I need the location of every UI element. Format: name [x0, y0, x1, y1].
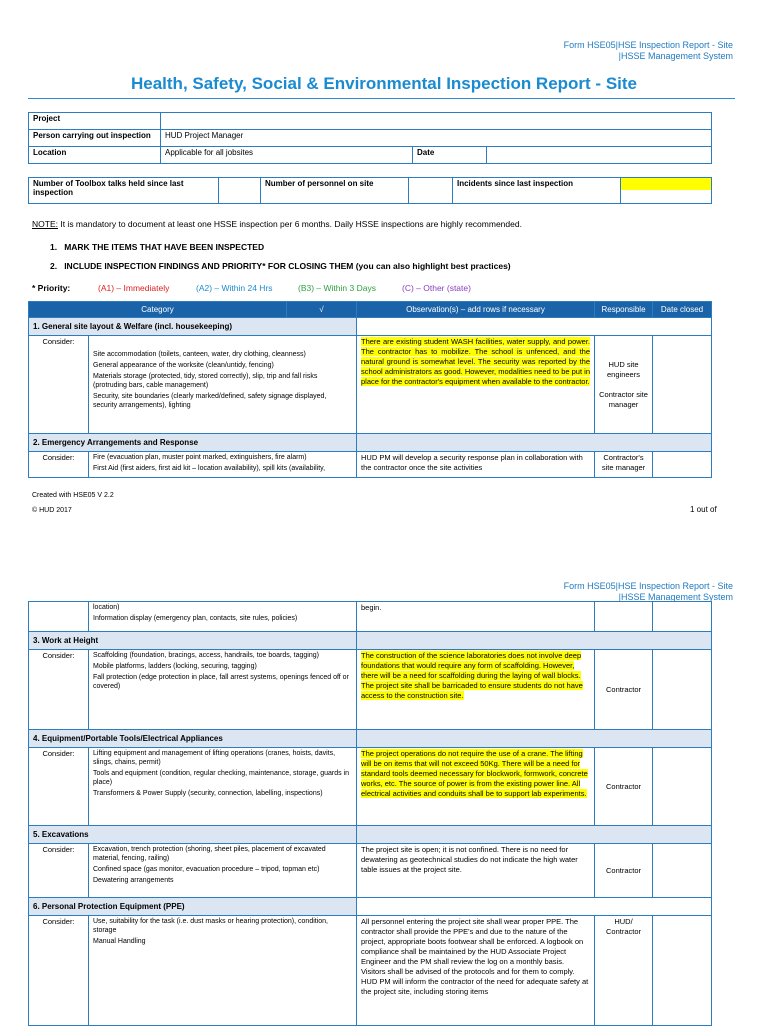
cont-items[interactable] [89, 602, 357, 632]
form-reference-page2 [564, 581, 733, 603]
section-4-observation[interactable] [357, 748, 595, 826]
section-6-responsible[interactable]: HUD/ Contractor [595, 916, 653, 1026]
section-1-items[interactable] [89, 336, 357, 434]
page-title: Health, Safety, Social & Environmental Inspection Report - Site [130, 74, 637, 93]
section-3-responsible[interactable]: Contractor [595, 650, 653, 730]
section-6-items[interactable] [89, 916, 357, 1026]
form-reference [564, 40, 733, 62]
section-4-observation-text: The project operations do not require the use of a crane. The lifting will be on items that will not exceed 50Kg. There will be a need for standard tools deemed necessary for blockwork, formwork, concrete works, etc. The source of power is from the existing power line. All electrical activities and conduits shall be to support lab experiments. [361, 749, 588, 798]
incidents-highlight [621, 178, 711, 190]
section-3-blank [357, 632, 712, 650]
section-6-blank [357, 898, 712, 916]
section-4-blank [357, 730, 712, 748]
instruction-1-text: MARK THE ITEMS THAT HAVE BEEN INSPECTED [64, 242, 265, 252]
section-1-item: Security, site boundaries (clearly marked/defined, safety signage displayed, security arrangements), lighting [93, 393, 327, 409]
counts-table [28, 177, 712, 204]
header-category: Category [29, 302, 287, 318]
incidents-field[interactable] [621, 178, 712, 204]
personnel-label: Number of personnel on site [261, 178, 409, 204]
priority-a2: (A2) – Within 24 Hrs [196, 283, 273, 293]
section-1-observation[interactable] [357, 336, 595, 434]
form-reference-line1: Form HSE05|HSE Inspection Report - Site [563, 581, 733, 591]
person-label: Person carrying out inspection [29, 130, 161, 147]
date-label: Date [413, 147, 487, 164]
header-check: √ [287, 302, 357, 318]
personnel-field[interactable] [409, 178, 453, 204]
footer-copyright: © HUD 2017 [32, 507, 72, 514]
section-6-observation-text-2: HUD PM will inform the contractor of the need for adequate safety at the project site, including storing items [361, 977, 589, 996]
cont-item: Information display (emergency plan, contacts, site rules, policies) [93, 615, 298, 622]
section-2-title: 2. Emergency Arrangements and Response [29, 434, 357, 452]
section-6-title: 6. Personal Protection Equipment (PPE) [29, 898, 357, 916]
consider-label: Consider: [29, 650, 89, 730]
section-3-date-closed[interactable] [653, 650, 712, 730]
title-rule [28, 98, 735, 99]
toolbox-field[interactable] [219, 178, 261, 204]
person-field[interactable]: HUD Project Manager [161, 130, 712, 147]
project-field[interactable] [161, 113, 712, 130]
form-reference-line2: |HSSE Management System [618, 51, 733, 61]
priority-c: (C) – Other (state) [402, 283, 471, 293]
consider-label: Consider: [29, 452, 89, 478]
instruction-1-number: 1. [50, 242, 58, 252]
header-observation: Observation(s) – add rows if necessary [357, 302, 595, 318]
section-3-item: Fall protection (edge protection in place, fall arrest systems, openings fenced off or covered) [93, 674, 349, 690]
date-field[interactable] [487, 147, 712, 164]
cont-observation[interactable]: begin. [357, 602, 595, 632]
section-1-item: Materials storage (protected, tidy, stored correctly), slip, trip and fall risks (protruding bars, cable management) [93, 373, 318, 389]
section-2-item: First Aid (first aiders, first aid kit – location availability), spill kits (availability, [93, 465, 326, 472]
section-1-item: Site accommodation (toilets, canteen, water, dry clothing, cleanness) [93, 351, 306, 358]
cont-date-closed[interactable] [653, 602, 712, 632]
project-info-table [28, 112, 712, 164]
form-reference-line1: Form HSE05|HSE Inspection Report - Site [563, 40, 733, 50]
consider-label: Consider: [29, 336, 89, 434]
section-3-observation-text: The construction of the science laboratories does not involve deep foundations that would require any form of scaffolding. However, there will be a need for scaffolding during the laying of wall blocks. The project site shall be barricaded to ensure students do not have access to the construction site. [361, 651, 583, 700]
section-2-item: Fire (evacuation plan, muster point marked, extinguishers, fire alarm) [93, 454, 307, 461]
incidents-label: Incidents since last inspection [453, 178, 621, 204]
section-4-title: 4. Equipment/Portable Tools/Electrical Appliances [29, 730, 357, 748]
section-5-date-closed[interactable] [653, 844, 712, 898]
section-1-responsible-1: HUD site engineers [607, 359, 640, 379]
section-4-responsible[interactable]: Contractor [595, 748, 653, 826]
section-1-title: 1. General site layout & Welfare (incl. housekeeping) [29, 318, 357, 336]
section-2-observation[interactable]: HUD PM will develop a security response plan in collaboration with the contractor once the site activities [357, 452, 595, 478]
instruction-2-text: INCLUDE INSPECTION FINDINGS AND PRIORITY* FOR CLOSING THEM (you can also highlight best practices) [64, 261, 511, 271]
note-body: It is mandatory to document at least one HSSE inspection per 6 months. Daily HSSE inspections are highly recommended. [57, 219, 522, 229]
priority-label: * Priority: [32, 283, 71, 293]
section-1-responsible-2: Contractor site manager [599, 389, 648, 409]
section-4-item: Lifting equipment and management of lifting operations (cranes, hoists, davits, slings, chains, permit) [93, 750, 336, 766]
section-5-item: Confined space (gas monitor, evacuation procedure – tripod, topman etc) [93, 866, 320, 873]
toolbox-label: Number of Toolbox talks held since last inspection [29, 178, 219, 204]
header-date-closed: Date closed [653, 302, 712, 318]
section-4-date-closed[interactable] [653, 748, 712, 826]
section-5-title: 5. Excavations [29, 826, 357, 844]
location-field[interactable]: Applicable for all jobsites [161, 147, 413, 164]
consider-label: Consider: [29, 916, 89, 1026]
section-5-item: Excavation, trench protection (shoring, sheet piles, placement of excavated material, fencing, railing) [93, 846, 326, 862]
section-3-item: Scaffolding (foundation, bracings, access, handrails, toe boards, tagging) [93, 652, 319, 659]
section-6-observation-text-1: All personnel entering the project site shall wear proper PPE. The contractor shall provide the PPE's and due to the nature of the project, appropriate boots footwear shall be enforced. A logbook on compliance shall be maintained by the HUD Associate Project Engineer and the PM shall review the log on a monthly basis. Visitors shall be advised of the protocols and for them to comply. [361, 917, 584, 976]
priority-a1: (A1) – Immediately [98, 283, 170, 293]
consider-label: Consider: [29, 748, 89, 826]
section-1-blank [357, 318, 712, 336]
cont-item: location) [93, 604, 120, 611]
section-2-blank [357, 434, 712, 452]
section-1-item: General appearance of the worksite (clean/untidy, fencing) [93, 362, 274, 369]
section-5-items[interactable] [89, 844, 357, 898]
header-responsible: Responsible [595, 302, 653, 318]
section-1-responsible[interactable] [595, 336, 653, 434]
section-5-blank [357, 826, 712, 844]
form-reference-line2: |HSSE Management System [618, 592, 733, 602]
section-2-responsible[interactable]: Contractor's site manager [595, 452, 653, 478]
footer-page-number: 1 out of [690, 505, 717, 514]
section-1-observation-text: There are existing student WASH facilities, water supply, and power. The contractor has to mobilize. The school is unfenced, and the natural ground is somewhat level. The security was reported by the school administrators as good. However, modalities need to be put in place for the contractor's equipment when available to the contractor. [361, 337, 590, 386]
section-1-date-closed[interactable] [653, 336, 712, 434]
footer-created: Created with HSE05 V 2.2 [32, 492, 114, 499]
section-4-items[interactable] [89, 748, 357, 826]
section-2-date-closed[interactable] [653, 452, 712, 478]
priority-b3: (B3) – Within 3 Days [298, 283, 376, 293]
section-2-items[interactable] [89, 452, 357, 478]
consider-label: Consider: [29, 844, 89, 898]
section-3-items[interactable] [89, 650, 357, 730]
section-4-item: Transformers & Power Supply (security, connection, labelling, inspections) [93, 790, 323, 797]
section-5-observation[interactable]: The project site is open; it is not confined. There is no need for dewatering as geotechnical studies do not indicate the high water table issues at the project site. [357, 844, 595, 898]
instruction-2-number: 2. [50, 261, 58, 271]
section-6-observation[interactable] [357, 916, 595, 1026]
section-4-item: Tools and equipment (condition, regular checking, maintenance, storage, guards in place) [93, 770, 350, 786]
section-6-item: Manual Handling [93, 938, 146, 945]
section-6-item: Use, suitability for the task (i.e. dust masks or hearing protection), condition, storage [93, 918, 328, 934]
instruction-2 [50, 261, 511, 271]
section-5-responsible[interactable]: Contractor [595, 844, 653, 898]
cont-consider-blank [29, 602, 89, 632]
project-label: Project [29, 113, 161, 130]
instruction-1 [50, 242, 264, 252]
section-6-date-closed[interactable] [653, 916, 712, 1026]
section-3-observation[interactable] [357, 650, 595, 730]
location-label: Location [29, 147, 161, 164]
inspection-table-page1 [28, 301, 712, 478]
section-3-item: Mobile platforms, ladders (locking, securing, tagging) [93, 663, 257, 670]
note-text [32, 219, 522, 229]
note-prefix: NOTE: [32, 219, 58, 229]
section-5-item: Dewatering arrangements [93, 877, 174, 884]
cont-responsible[interactable] [595, 602, 653, 632]
section-3-title: 3. Work at Height [29, 632, 357, 650]
inspection-table-page2 [28, 601, 712, 1026]
